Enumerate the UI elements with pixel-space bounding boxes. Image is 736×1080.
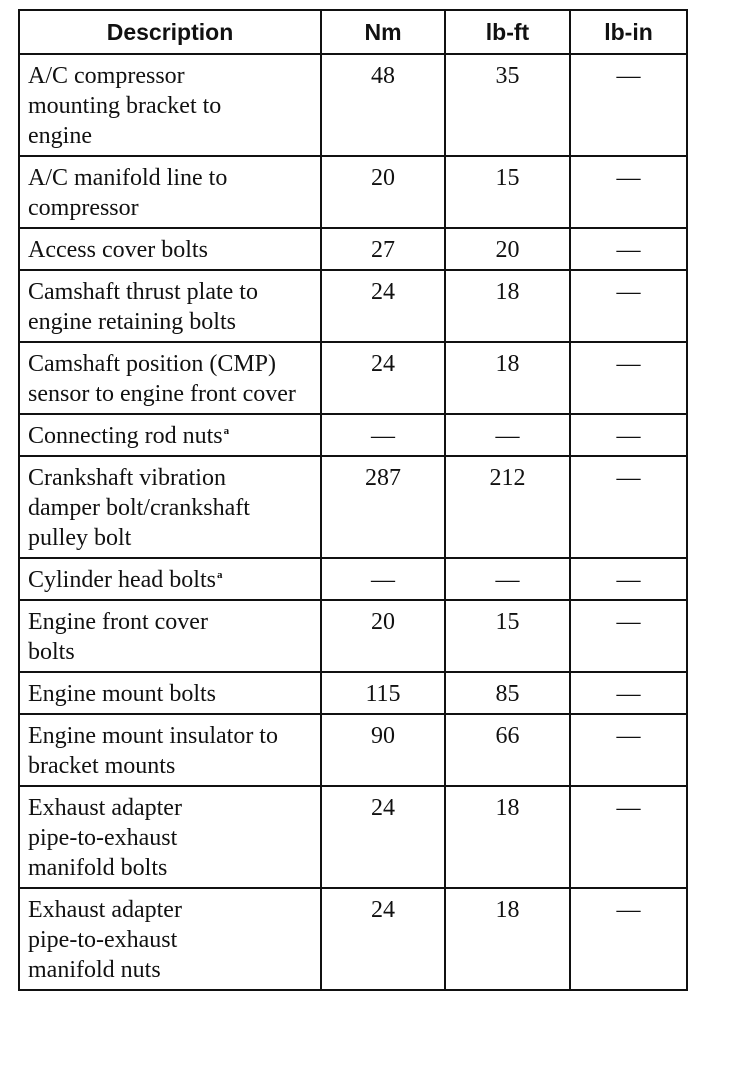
row-description-text-box	[28, 163, 274, 223]
row-description: A/C compressor mounting bracket to engine	[28, 63, 222, 149]
row-nm: 24	[321, 342, 445, 414]
row-nm: 27	[321, 228, 445, 270]
row-lbft: —	[445, 558, 570, 600]
row-lbin: —	[570, 228, 687, 270]
row-description-text-box	[28, 793, 218, 883]
row-description-text-box	[28, 277, 258, 337]
table-row	[19, 54, 687, 156]
table-body	[19, 54, 687, 990]
row-description-text-box	[28, 895, 218, 985]
table-row	[19, 156, 687, 228]
row-description-cell	[19, 888, 321, 990]
row-description-cell	[19, 558, 321, 600]
row-lbin: —	[570, 456, 687, 558]
row-nm: 24	[321, 786, 445, 888]
row-description-cell	[19, 786, 321, 888]
row-description-cell	[19, 456, 321, 558]
table-row	[19, 888, 687, 990]
row-description-text-box	[28, 679, 308, 709]
row-lbin: —	[570, 54, 687, 156]
row-description-cell	[19, 270, 321, 342]
row-lbft: 66	[445, 714, 570, 786]
row-description-text-box	[28, 565, 308, 595]
row-description-cell	[19, 54, 321, 156]
row-lbin: —	[570, 888, 687, 990]
row-lbin: —	[570, 714, 687, 786]
row-description-cell	[19, 228, 321, 270]
row-description: Connecting rod nuts	[28, 423, 223, 449]
row-description-text-box	[28, 61, 260, 151]
table-row	[19, 270, 687, 342]
row-description: Camshaft position (CMP) sensor to engine front cover	[28, 351, 296, 407]
table-row	[19, 714, 687, 786]
row-description: Engine mount bolts	[28, 681, 216, 707]
row-nm: 20	[321, 600, 445, 672]
row-nm: —	[321, 558, 445, 600]
row-description-cell	[19, 156, 321, 228]
row-lbft: 15	[445, 600, 570, 672]
row-lbin: —	[570, 342, 687, 414]
row-description: Engine front cover bolts	[28, 609, 208, 665]
row-lbin: —	[570, 558, 687, 600]
row-lbin: —	[570, 414, 687, 456]
row-lbin: —	[570, 672, 687, 714]
row-nm: 90	[321, 714, 445, 786]
row-description: Cylinder head bolts	[28, 567, 216, 593]
footnote-marker: a	[216, 569, 223, 581]
row-lbft: 20	[445, 228, 570, 270]
row-lbft: 18	[445, 342, 570, 414]
row-lbft: 18	[445, 270, 570, 342]
header-lbft: lb-ft	[445, 10, 570, 54]
row-description-cell	[19, 414, 321, 456]
row-description: Access cover bolts	[28, 237, 208, 263]
table-row	[19, 672, 687, 714]
row-nm: 20	[321, 156, 445, 228]
row-description-text-box	[28, 721, 308, 781]
row-description: A/C manifold line to compressor	[28, 165, 228, 221]
row-nm: 48	[321, 54, 445, 156]
torque-spec-table	[18, 9, 688, 991]
row-lbft: 15	[445, 156, 570, 228]
row-description: Exhaust adapter pipe-to-exhaust manifold nuts	[28, 897, 182, 983]
row-description: Camshaft thrust plate to engine retaining bolts	[28, 279, 258, 335]
header-description: Description	[19, 10, 321, 54]
table-header	[19, 10, 687, 54]
row-lbin: —	[570, 786, 687, 888]
row-description-text-box	[28, 607, 258, 667]
row-nm: —	[321, 414, 445, 456]
row-lbin: —	[570, 600, 687, 672]
row-lbin: —	[570, 156, 687, 228]
row-description-text-box	[28, 349, 308, 409]
row-lbin: —	[570, 270, 687, 342]
row-description-text-box	[28, 235, 308, 265]
row-lbft: —	[445, 414, 570, 456]
table-row	[19, 228, 687, 270]
row-description-text-box	[28, 421, 308, 451]
row-nm: 24	[321, 270, 445, 342]
header-nm: Nm	[321, 10, 445, 54]
table-row	[19, 786, 687, 888]
row-description-cell	[19, 600, 321, 672]
table-row	[19, 414, 687, 456]
row-description: Engine mount insulator to bracket mounts	[28, 723, 278, 779]
table-row	[19, 558, 687, 600]
row-nm: 115	[321, 672, 445, 714]
row-nm: 287	[321, 456, 445, 558]
row-lbft: 85	[445, 672, 570, 714]
footnote-marker: a	[223, 425, 230, 437]
row-lbft: 18	[445, 888, 570, 990]
row-description-cell	[19, 342, 321, 414]
row-lbft: 212	[445, 456, 570, 558]
row-description-text-box	[28, 463, 298, 553]
row-lbft: 18	[445, 786, 570, 888]
table-row	[19, 600, 687, 672]
table-row	[19, 342, 687, 414]
row-nm: 24	[321, 888, 445, 990]
row-description: Exhaust adapter pipe-to-exhaust manifold bolts	[28, 795, 182, 881]
row-description-cell	[19, 672, 321, 714]
row-description: Crankshaft vibration damper bolt/crankshaft pulley bolt	[28, 465, 250, 551]
header-row	[19, 10, 687, 54]
table-row	[19, 456, 687, 558]
row-lbft: 35	[445, 54, 570, 156]
header-lbin: lb-in	[570, 10, 687, 54]
row-description-cell	[19, 714, 321, 786]
